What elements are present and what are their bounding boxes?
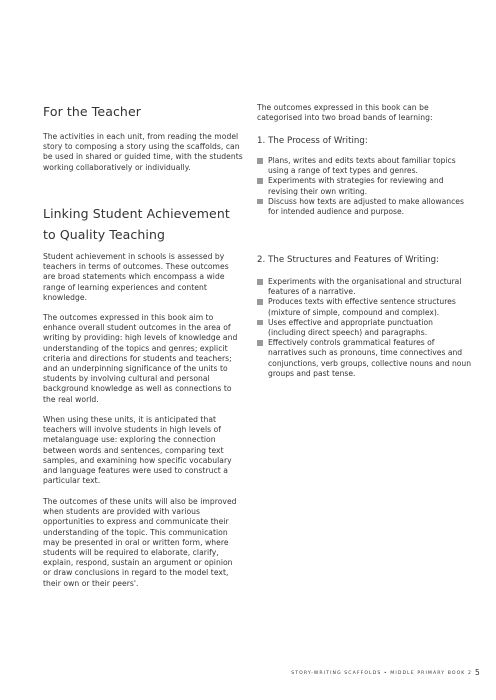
list-item [257, 176, 472, 196]
page-number: 5 [475, 668, 480, 677]
list-item-text: Experiments with the organisational and structural features of a narrative. [268, 277, 462, 297]
list-item-text: Discuss how texts are adjusted to make allowances for intended audience and purpose. [268, 196, 464, 217]
for-teacher-text: The activities in each unit, from reading the model story to composing a story using the scaffolds, can be used in shared or guided time, with the students working collaboratively or individually. [43, 132, 243, 172]
list-item-text: Experiments with strategies for reviewing and revising their own writing. [268, 176, 444, 196]
process-of-writing-list [257, 156, 472, 217]
list-item-text: Uses effective and appropriate punctuation (including direct speech) and paragraphs. [268, 317, 433, 338]
list-item-text: Produces texts with effective sentence structures (mixture of simple, compound and complex). [268, 297, 456, 317]
square-bullet-icon [257, 299, 263, 305]
list-item [257, 277, 472, 297]
structures-features-list [257, 277, 472, 379]
outcomes-intro: The outcomes expressed in this book can be categorised into two broad bands of learning: [257, 103, 433, 123]
list-item [257, 338, 472, 379]
paragraph-metalanguage: When using these units, it is anticipated that teachers will involve students in high levels of metalanguage use: exploring the connection between words and sentences, comparing text samples, and examining how specific vocabulary and language features were used to construct a particular text. [43, 415, 232, 486]
paragraph-outcomes: The outcomes expressed in this book aim to enhance overall student outcomes in the area of writing by providing: high levels of knowledge and understanding of the topics and genres; explicit criteria and directions for students and teachers; and an underpinning significance of the units to students by involving cultural and personal background knowledge as well as connections to the real world. [43, 313, 238, 404]
square-bullet-icon [257, 158, 263, 164]
for-teacher-heading: For the Teacher [43, 104, 141, 119]
running-footer: STORY-WRITING SCAFFOLDS • MIDDLE PRIMARY BOOK 2 [291, 671, 472, 676]
paragraph-assessment: Student achievement in schools is assessed by teachers in terms of outcomes. These outcomes are broad statements which encompass a wide range of learning experiences and content knowledge. [43, 252, 229, 302]
list-item [257, 156, 472, 176]
list-item [257, 318, 472, 338]
square-bullet-icon [257, 320, 263, 326]
linking-heading-line2: to Quality Teaching [43, 227, 166, 242]
square-bullet-icon [257, 178, 263, 184]
list-item-text: Plans, writes and edits texts about familiar topics using a range of text types and genres. [268, 156, 456, 176]
linking-heading [43, 203, 248, 245]
list-item [257, 197, 472, 217]
square-bullet-icon [257, 199, 263, 205]
paragraph-communication: The outcomes of these units will also be improved when students are provided with various opportunities to express and communicate their understanding of the topic. This communication may be presented in oral or written form, where students will be required to elaborate, clarify, explain, respond, sustain an argument or opinion or draw conclusions in regard to the model text, their own or their peers'. [43, 497, 237, 588]
structures-features-heading: 2. The Structures and Features of Writing: [257, 255, 440, 265]
process-of-writing-heading: 1. The Process of Writing: [257, 136, 368, 146]
list-item-text: Effectively controls grammatical features of narratives such as pronouns, time connectives and conjunctions, verb groups, collective nouns and noun groups and past tense. [268, 338, 472, 378]
linking-heading-line1: Linking Student Achievement [43, 206, 230, 221]
square-bullet-icon [257, 279, 263, 285]
list-item [257, 297, 472, 317]
square-bullet-icon [257, 340, 263, 346]
